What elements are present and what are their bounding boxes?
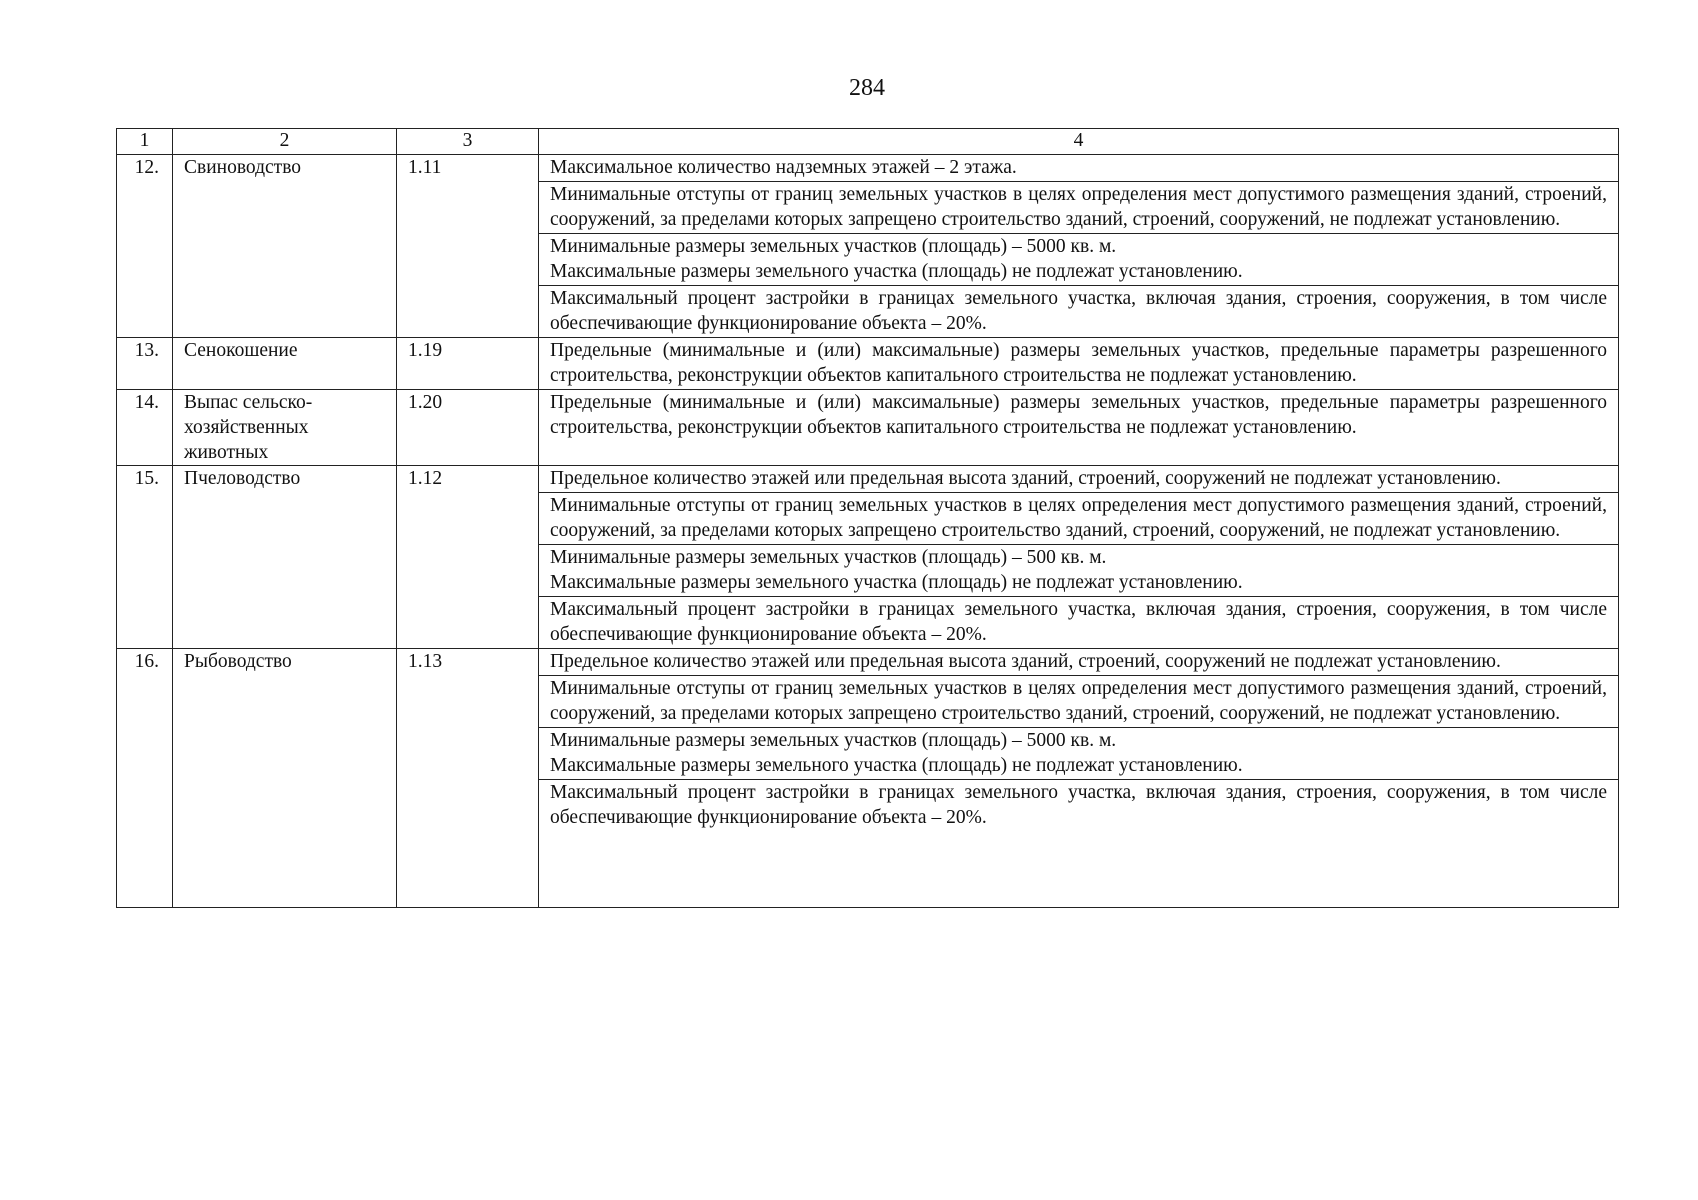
table-row	[117, 649, 1619, 908]
parameter-paragraph	[539, 338, 1618, 389]
classifier-code-cell: 1.19	[397, 338, 539, 390]
parameter-text: Максимальные размеры земельного участка (площадь) не подлежат установлению.	[550, 755, 1243, 776]
classifier-code-cell: 1.12	[397, 466, 539, 649]
parameters-cell	[539, 466, 1619, 649]
classifier-code-cell: 1.13	[397, 649, 539, 908]
parameter-paragraph	[539, 155, 1618, 181]
parameters-cell	[539, 390, 1619, 466]
parameter-text: Минимальные отступы от границ земельных участков в целях определения мест допустимого размещения зданий, строений, сооружений, за пределами которых запрещено строительство зданий, строений, сооружений, не подлежат установлению.	[550, 678, 1607, 724]
classifier-code-cell: 1.11	[397, 155, 539, 338]
use-type-name-cell: Пчеловодство	[173, 466, 397, 649]
parameter-text: Предельные (минимальные и (или) максимальные) размеры земельных участков, предельные параметры разрешенного строительства, реконструкции объектов капитального строительства не подлежат установлению.	[550, 392, 1607, 438]
classifier-code-cell: 1.20	[397, 390, 539, 466]
header-cell-col3: 3	[397, 129, 539, 155]
table-row	[117, 338, 1619, 390]
row-number-cell: 15.	[117, 466, 173, 649]
use-type-name-cell: Выпас сельско-хозяйственных животных	[173, 390, 397, 466]
header-cell-col4: 4	[539, 129, 1619, 155]
parameter-paragraph	[539, 649, 1618, 675]
parameter-paragraph	[539, 390, 1618, 441]
parameter-paragraph	[539, 675, 1618, 727]
use-type-name-cell: Рыбоводство	[173, 649, 397, 908]
regulations-table	[116, 128, 1619, 908]
parameter-text: Максимальные размеры земельного участка (площадь) не подлежат установлению.	[550, 572, 1243, 593]
header-cell-col2: 2	[173, 129, 397, 155]
parameter-text: Предельное количество этажей или предельная высота зданий, строений, сооружений не подлежат установлению.	[550, 651, 1501, 672]
parameter-paragraph	[539, 779, 1618, 907]
parameter-text: Минимальные отступы от границ земельных участков в целях определения мест допустимого размещения зданий, строений, сооружений, за пределами которых запрещено строительство зданий, строений, сооружений, не подлежат установлению.	[550, 495, 1607, 541]
parameter-text: Минимальные размеры земельных участков (площадь) – 5000 кв. м.	[550, 236, 1117, 257]
parameter-text: Максимальное количество надземных этажей – 2 этажа.	[550, 157, 1017, 178]
parameter-text: Минимальные размеры земельных участков (площадь) – 500 кв. м.	[550, 547, 1107, 568]
parameter-text: Максимальный процент застройки в границах земельного участка, включая здания, строения, сооружения, в том числе обеспечивающие функционирование объекта – 20%.	[550, 599, 1607, 645]
row-number-cell: 14.	[117, 390, 173, 466]
parameter-paragraph	[539, 285, 1618, 337]
table-row	[117, 466, 1619, 649]
parameter-text: Минимальные отступы от границ земельных участков в целях определения мест допустимого размещения зданий, строений, сооружений, за пределами которых запрещено строительство зданий, строений, сооружений, не подлежат установлению.	[550, 184, 1607, 230]
header-cell-col1: 1	[117, 129, 173, 155]
parameter-text: Максимальные размеры земельного участка (площадь) не подлежат установлению.	[550, 261, 1243, 282]
parameter-paragraph	[539, 544, 1618, 596]
parameter-paragraph	[539, 466, 1618, 492]
parameter-text: Предельное количество этажей или предельная высота зданий, строений, сооружений не подлежат установлению.	[550, 468, 1501, 489]
use-type-name-cell: Сенокошение	[173, 338, 397, 390]
parameter-text: Максимальный процент застройки в границах земельного участка, включая здания, строения, сооружения, в том числе обеспечивающие функционирование объекта – 20%.	[550, 782, 1607, 828]
parameters-cell	[539, 649, 1619, 908]
parameter-paragraph	[539, 596, 1618, 648]
parameter-paragraph	[539, 492, 1618, 544]
row-number-cell: 16.	[117, 649, 173, 908]
table-row	[117, 390, 1619, 466]
row-number-cell: 12.	[117, 155, 173, 338]
page-number: 284	[849, 75, 885, 101]
parameter-paragraph	[539, 727, 1618, 779]
table-row	[117, 155, 1619, 338]
parameters-cell	[539, 338, 1619, 390]
parameter-paragraph	[539, 233, 1618, 285]
parameter-paragraph	[539, 181, 1618, 233]
parameter-text: Максимальный процент застройки в границах земельного участка, включая здания, строения, сооружения, в том числе обеспечивающие функционирование объекта – 20%.	[550, 288, 1607, 334]
use-type-name-cell: Свиноводство	[173, 155, 397, 338]
table-body	[117, 129, 1619, 908]
row-number-cell: 13.	[117, 338, 173, 390]
header-row	[117, 129, 1619, 155]
parameters-cell	[539, 155, 1619, 338]
parameter-text: Минимальные размеры земельных участков (площадь) – 5000 кв. м.	[550, 730, 1117, 751]
parameter-text: Предельные (минимальные и (или) максимальные) размеры земельных участков, предельные параметры разрешенного строительства, реконструкции объектов капитального строительства не подлежат установлению.	[550, 340, 1607, 386]
